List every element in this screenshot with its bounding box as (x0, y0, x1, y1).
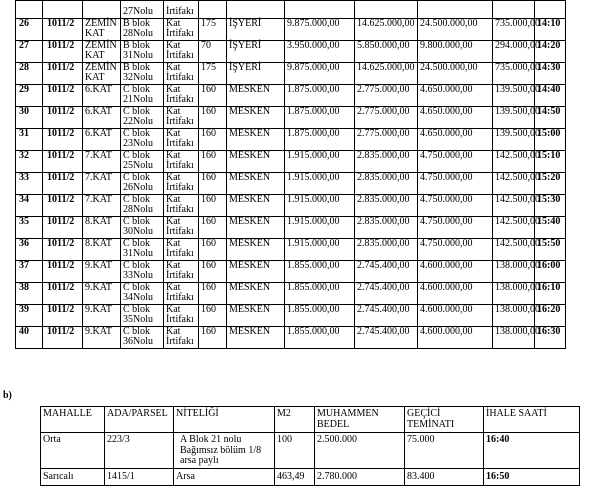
floor-cell: ZEMİN KAT (83, 40, 121, 62)
time-cell: 15:10 (535, 150, 566, 172)
table-row (41, 469, 580, 486)
type-cell: Kat İrtifakı (164, 128, 199, 150)
price3-cell: 24.500.000,00 (418, 62, 493, 84)
table-row (16, 304, 566, 326)
price2-cell: 2.745.400,00 (355, 326, 418, 348)
deposit-cell: 138.000,00 (493, 326, 535, 348)
table-row (16, 84, 566, 106)
block-cell: B blok 28Nolu (121, 18, 164, 40)
use-cell: İŞYERİ (227, 62, 285, 84)
price1-cell: 3.950.000,00 (285, 40, 355, 62)
row-number: 32 (16, 150, 43, 172)
block-cell: C blok 26Nolu (121, 172, 164, 194)
use-cell: MESKEN (227, 84, 285, 106)
m2-cell: 463,49 (275, 469, 315, 486)
area-cell: 160 (199, 282, 227, 304)
price2-cell: 2.835.000,00 (355, 238, 418, 260)
m2-cell: 100 (275, 433, 315, 469)
area-cell: 175 (199, 62, 227, 84)
type-cell: Kat İrtifakı (164, 238, 199, 260)
use-cell: MESKEN (227, 238, 285, 260)
row-number: 31 (16, 128, 43, 150)
muhammen-cell: 2.500.000 (315, 433, 405, 469)
use-cell: MESKEN (227, 150, 285, 172)
price2-cell: 2.835.000,00 (355, 194, 418, 216)
price1-cell: 9.875.000,00 (285, 18, 355, 40)
block-cell: B blok 31Nolu (121, 40, 164, 62)
time-cell (535, 1, 566, 19)
ihale-cell: 16:40 (484, 433, 580, 469)
floor-cell: ZEMİN KAT (83, 18, 121, 40)
table-row (16, 216, 566, 238)
table-header-row (41, 407, 580, 433)
price3-cell: 4.600.000,00 (418, 304, 493, 326)
block-cell: C blok 30Nolu (121, 216, 164, 238)
area-cell: 160 (199, 106, 227, 128)
price3-cell (418, 1, 493, 19)
parcel-cell: 1011/2 (43, 18, 83, 40)
time-cell: 14:50 (535, 106, 566, 128)
type-cell: Kat İrtifakı (164, 216, 199, 238)
deposit-cell: 735.000,00 (493, 62, 535, 84)
price2-cell: 14.625.000,00 (355, 62, 418, 84)
teminat-cell: 83.400 (405, 469, 484, 486)
floor-cell: ZEMİN KAT (83, 62, 121, 84)
use-cell: MESKEN (227, 304, 285, 326)
price2-cell: 2.835.000,00 (355, 150, 418, 172)
type-cell: Kat İrtifakı (164, 304, 199, 326)
use-cell: İŞYERİ (227, 18, 285, 40)
ihale-cell: 16:50 (484, 469, 580, 486)
parcel-cell: 1011/2 (43, 84, 83, 106)
type-cell: Kat İrtifakı (164, 18, 199, 40)
area-cell (199, 1, 227, 19)
price1-cell: 1.855.000,00 (285, 326, 355, 348)
table-row (16, 326, 566, 348)
block-cell: C blok 35Nolu (121, 304, 164, 326)
floor-cell: 7.KAT (83, 172, 121, 194)
area-cell: 160 (199, 150, 227, 172)
parcel-cell: 1011/2 (43, 194, 83, 216)
floor-cell: 6.KAT (83, 84, 121, 106)
table-row (16, 172, 566, 194)
time-cell: 16:20 (535, 304, 566, 326)
row-number: 34 (16, 194, 43, 216)
parcel-cell: 1011/2 (43, 128, 83, 150)
row-number: 33 (16, 172, 43, 194)
time-cell: 15:50 (535, 238, 566, 260)
area-cell: 160 (199, 304, 227, 326)
use-cell: MESKEN (227, 326, 285, 348)
floor-cell (83, 1, 121, 19)
price3-cell: 4.650.000,00 (418, 84, 493, 106)
price1-cell: 1.915.000,00 (285, 172, 355, 194)
time-cell: 15:20 (535, 172, 566, 194)
header-niteligi: NİTELİĞİ (174, 407, 275, 433)
type-cell: Kat İrtifakı (164, 106, 199, 128)
price2-cell: 2.835.000,00 (355, 172, 418, 194)
header-teminat: GEÇİCİ TEMİNATI (405, 407, 484, 433)
type-cell: Kat İrtifakı (164, 282, 199, 304)
price3-cell: 4.750.000,00 (418, 238, 493, 260)
time-cell: 15:00 (535, 128, 566, 150)
time-cell: 15:40 (535, 216, 566, 238)
header-ihale: İHALE SAATİ (484, 407, 580, 433)
price1-cell: 9.875.000,00 (285, 62, 355, 84)
price3-cell: 4.650.000,00 (418, 106, 493, 128)
muhammen-cell: 2.780.000 (315, 469, 405, 486)
header-m2: M2 (275, 407, 315, 433)
price3-cell: 4.750.000,00 (418, 216, 493, 238)
area-cell: 160 (199, 216, 227, 238)
floor-cell: 9.KAT (83, 326, 121, 348)
mahalle-cell: Orta (41, 433, 105, 469)
area-cell: 160 (199, 172, 227, 194)
parcel-cell: 1011/2 (43, 238, 83, 260)
table-row (16, 282, 566, 304)
type-cell: Kat İrtifakı (164, 194, 199, 216)
price2-cell: 5.850.000,00 (355, 40, 418, 62)
price3-cell: 4.600.000,00 (418, 326, 493, 348)
price2-cell: 2.745.400,00 (355, 304, 418, 326)
floor-cell: 8.KAT (83, 216, 121, 238)
parcel-cell: 1011/2 (43, 62, 83, 84)
row-number: 28 (16, 62, 43, 84)
row-number: 29 (16, 84, 43, 106)
area-cell: 70 (199, 40, 227, 62)
deposit-cell: 139.500,00 (493, 84, 535, 106)
niteligi-cell: A Blok 21 nolu Bağımsız bölüm 1/8 arsa paylı (174, 433, 275, 469)
floor-cell: 6.KAT (83, 128, 121, 150)
price1-cell: 1.875.000,00 (285, 84, 355, 106)
time-cell: 15:30 (535, 194, 566, 216)
type-cell: Kat İrtifakı (164, 150, 199, 172)
table-row (16, 18, 566, 40)
block-cell: 27Nolu (121, 1, 164, 19)
block-cell: C blok 22Nolu (121, 106, 164, 128)
row-number: 26 (16, 18, 43, 40)
parcel-cell: 1011/2 (43, 260, 83, 282)
parcel-cell: 1011/2 (43, 282, 83, 304)
type-cell: İrtifakı (164, 1, 199, 19)
time-cell: 14:40 (535, 84, 566, 106)
deposit-cell: 138.000,00 (493, 260, 535, 282)
teminat-cell: 75.000 (405, 433, 484, 469)
price2-cell: 2.745.400,00 (355, 260, 418, 282)
price3-cell: 4.600.000,00 (418, 260, 493, 282)
table-row (16, 1, 566, 19)
time-cell: 16:10 (535, 282, 566, 304)
niteligi-cell: Arsa (174, 469, 275, 486)
time-cell: 16:30 (535, 326, 566, 348)
table-row (41, 433, 580, 469)
block-cell: C blok 25Nolu (121, 150, 164, 172)
block-cell: C blok 21Nolu (121, 84, 164, 106)
floor-cell: 6.KAT (83, 106, 121, 128)
row-number: 35 (16, 216, 43, 238)
area-cell: 160 (199, 238, 227, 260)
section-b-table (40, 406, 580, 486)
floor-cell: 7.KAT (83, 194, 121, 216)
time-cell: 16:00 (535, 260, 566, 282)
deposit-cell: 142.500,00 (493, 216, 535, 238)
row-number: 37 (16, 260, 43, 282)
price1-cell: 1.875.000,00 (285, 106, 355, 128)
parcel-cell (43, 1, 83, 19)
use-cell: MESKEN (227, 106, 285, 128)
deposit-cell: 142.500,00 (493, 172, 535, 194)
row-number: 27 (16, 40, 43, 62)
price3-cell: 4.600.000,00 (418, 282, 493, 304)
price3-cell: 4.650.000,00 (418, 128, 493, 150)
deposit-cell: 142.500,00 (493, 194, 535, 216)
row-number: 40 (16, 326, 43, 348)
type-cell: Kat İrtifakı (164, 172, 199, 194)
price1-cell: 1.855.000,00 (285, 304, 355, 326)
floor-cell: 9.KAT (83, 304, 121, 326)
table-row (16, 238, 566, 260)
use-cell: MESKEN (227, 282, 285, 304)
table-row (16, 106, 566, 128)
floor-cell: 9.KAT (83, 282, 121, 304)
price3-cell: 4.750.000,00 (418, 172, 493, 194)
block-cell: C blok 36Nolu (121, 326, 164, 348)
parcel-cell: 1011/2 (43, 304, 83, 326)
price2-cell: 2.745.400,00 (355, 282, 418, 304)
price1-cell: 1.855.000,00 (285, 282, 355, 304)
floor-cell: 9.KAT (83, 260, 121, 282)
use-cell: MESKEN (227, 260, 285, 282)
price3-cell: 24.500.000,00 (418, 18, 493, 40)
block-cell: C blok 34Nolu (121, 282, 164, 304)
floor-cell: 8.KAT (83, 238, 121, 260)
area-cell: 160 (199, 128, 227, 150)
ada-parsel-cell: 1415/1 (105, 469, 174, 486)
deposit-cell (493, 1, 535, 19)
price1-cell (285, 1, 355, 19)
use-cell: MESKEN (227, 128, 285, 150)
price1-cell: 1.875.000,00 (285, 128, 355, 150)
use-cell: İŞYERİ (227, 40, 285, 62)
time-cell: 14:10 (535, 18, 566, 40)
price2-cell: 2.775.000,00 (355, 106, 418, 128)
type-cell: Kat İrtifakı (164, 40, 199, 62)
use-cell (227, 1, 285, 19)
mahalle-cell: Sarıcalı (41, 469, 105, 486)
table-row (16, 40, 566, 62)
price3-cell: 4.750.000,00 (418, 150, 493, 172)
deposit-cell: 142.500,00 (493, 150, 535, 172)
deposit-cell: 139.500,00 (493, 106, 535, 128)
deposit-cell: 142.500,00 (493, 238, 535, 260)
table-row (16, 150, 566, 172)
type-cell: Kat İrtifakı (164, 326, 199, 348)
price3-cell: 9.800.000,00 (418, 40, 493, 62)
price2-cell: 2.835.000,00 (355, 216, 418, 238)
price2-cell: 2.775.000,00 (355, 128, 418, 150)
table-row (16, 260, 566, 282)
parcel-cell: 1011/2 (43, 150, 83, 172)
price1-cell: 1.915.000,00 (285, 216, 355, 238)
area-cell: 160 (199, 326, 227, 348)
price1-cell: 1.915.000,00 (285, 238, 355, 260)
row-number: 38 (16, 282, 43, 304)
price3-cell: 4.750.000,00 (418, 194, 493, 216)
parcel-cell: 1011/2 (43, 326, 83, 348)
block-cell: C blok 28Nolu (121, 194, 164, 216)
use-cell: MESKEN (227, 216, 285, 238)
price1-cell: 1.855.000,00 (285, 260, 355, 282)
time-cell: 14:30 (535, 62, 566, 84)
row-number: 36 (16, 238, 43, 260)
block-cell: C blok 31Nolu (121, 238, 164, 260)
table-row (16, 62, 566, 84)
ada-parsel-cell: 223/3 (105, 433, 174, 469)
row-number (16, 1, 43, 19)
use-cell: MESKEN (227, 194, 285, 216)
parcel-cell: 1011/2 (43, 216, 83, 238)
type-cell: Kat İrtifakı (164, 62, 199, 84)
deposit-cell: 139.500,00 (493, 128, 535, 150)
area-cell: 160 (199, 194, 227, 216)
table-row (16, 128, 566, 150)
lot-table-body (16, 1, 566, 349)
table-row (16, 194, 566, 216)
parcel-cell: 1011/2 (43, 172, 83, 194)
header-mahalle: MAHALLE (41, 407, 105, 433)
time-cell: 14:20 (535, 40, 566, 62)
row-number: 30 (16, 106, 43, 128)
header-muhammen: MUHAMMEN BEDEL (315, 407, 405, 433)
use-cell: MESKEN (227, 172, 285, 194)
lot-table (15, 0, 566, 349)
deposit-cell: 138.000,00 (493, 304, 535, 326)
area-cell: 175 (199, 18, 227, 40)
floor-cell: 7.KAT (83, 150, 121, 172)
area-cell: 160 (199, 260, 227, 282)
type-cell: Kat İrtifakı (164, 84, 199, 106)
deposit-cell: 138.000,00 (493, 282, 535, 304)
block-cell: C blok 33Nolu (121, 260, 164, 282)
block-cell: B blok 32Nolu (121, 62, 164, 84)
parcel-cell: 1011/2 (43, 40, 83, 62)
row-number: 39 (16, 304, 43, 326)
price2-cell: 14.625.000,00 (355, 18, 418, 40)
price2-cell (355, 1, 418, 19)
parcel-cell: 1011/2 (43, 106, 83, 128)
area-cell: 160 (199, 84, 227, 106)
header-ada-parsel: ADA/PARSEL (105, 407, 174, 433)
deposit-cell: 294.000,00 (493, 40, 535, 62)
section-b-label: b) (3, 390, 12, 401)
price1-cell: 1.915.000,00 (285, 194, 355, 216)
type-cell: Kat İrtifakı (164, 260, 199, 282)
price1-cell: 1.915.000,00 (285, 150, 355, 172)
deposit-cell: 735.000,00 (493, 18, 535, 40)
block-cell: C blok 23Nolu (121, 128, 164, 150)
price2-cell: 2.775.000,00 (355, 84, 418, 106)
